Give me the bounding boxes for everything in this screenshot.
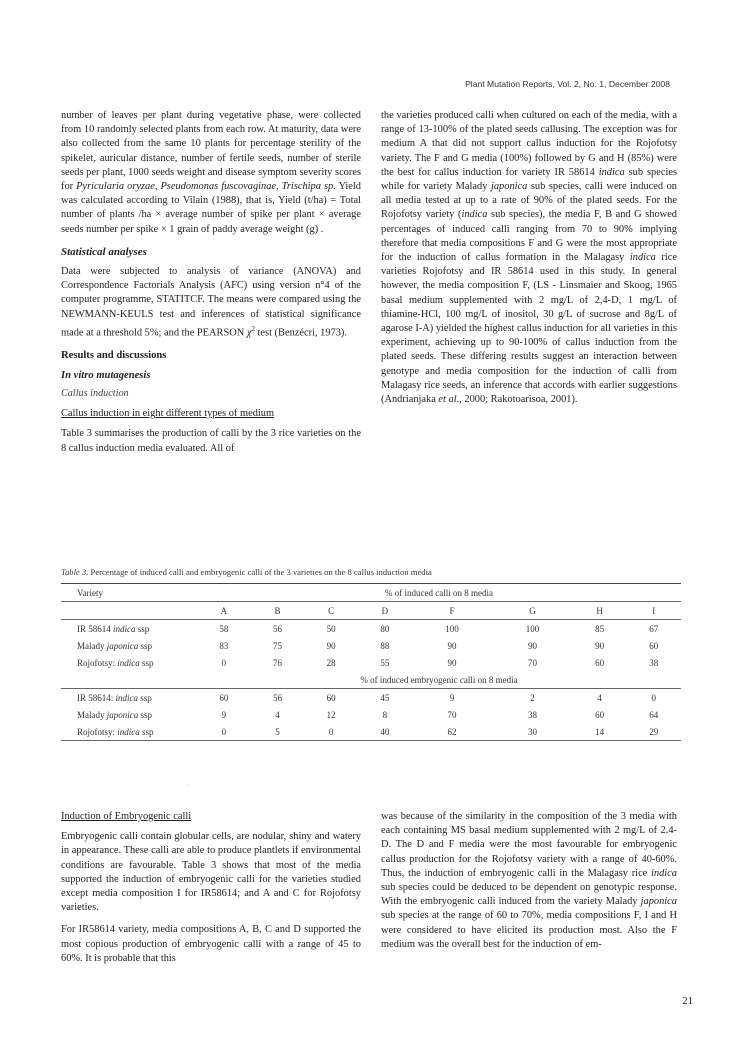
- value-cell: 29: [627, 723, 681, 741]
- table-row: [61, 620, 681, 638]
- value-cell: 28: [326, 657, 336, 668]
- value-cell: 0: [651, 692, 656, 703]
- right-column-bottom: [381, 810, 677, 960]
- value-cell: 90: [447, 640, 457, 651]
- value-cell: 88: [380, 640, 390, 651]
- methods-paragraph: number of leaves per plant during vegetative phase, were collected from 10 randomly selected plants from each row. At maturity, data were also collected from the same 10 plants for percentage sterility of the spikelet, auricular distance, number of fertile seeds, number of sterile seeds per plant, 1000 seeds weight and disease symptom severity scores for Pyricularia oryzae, Pseudomonas fuscovaginae, Trischipa sp. Yield was calculated according to Vilain (1988), that is, Yield (t/ha) = Total number of plants /ha × average number of spike per plant × average seeds number per spike × 1 grain of paddy average weight (g) .: [61, 110, 361, 235]
- in-vitro-heading: In vitro mutagenesis: [61, 369, 151, 381]
- value-cell: 90: [326, 640, 336, 651]
- value-cell: 70: [528, 657, 538, 668]
- value-cell: 90: [447, 657, 457, 668]
- value-cell: 4: [597, 692, 602, 703]
- value-cell: 62: [412, 723, 493, 741]
- callus-subheading: Callus induction in eight different types of medium: [61, 408, 275, 420]
- variety-cell: Rojofotsy: indica ssp: [61, 723, 197, 741]
- value-cell: 9: [449, 692, 455, 703]
- value-cell: 60: [219, 692, 229, 703]
- value-cell: 38: [649, 657, 659, 668]
- value-cell: 90: [528, 640, 538, 651]
- embryogenic-span-row: [61, 671, 681, 689]
- scan-mark: ·: [186, 781, 189, 790]
- value-cell: 55: [380, 657, 390, 668]
- value-cell: 60: [326, 692, 336, 703]
- media-header: F: [412, 602, 493, 620]
- value-cell: 100: [525, 623, 540, 634]
- variety-cell: Malady japonica ssp: [77, 640, 153, 651]
- embryogenic-results-paragraph: was because of the similarity in the composition of the 3 media with each containing MS basal medium supplemented with 2 mg/L of 2.4-D. The D and F media were the most favourable for embryogenic callus production for the Rojofotsy variety with a range of 40-60%. Thus, the induction of embryogenic calli in the Malagasy rice indica sub species could be deduced to be dependent on genotypic response. With the embryogenic calli induced from the variety Malady japonica sub species at the range of 60 to 70%, media compositions F, I and H were considered to have elicited its production most. Also the F medium was the overall best for the induction of em-: [381, 811, 677, 950]
- value-cell: 85: [595, 623, 605, 634]
- variety-cell: Malady japonica ssp: [77, 709, 153, 720]
- media-header-row: [61, 602, 681, 620]
- value-cell: 100: [445, 623, 459, 634]
- induced-span-header: % of induced calli on 8 media: [197, 584, 681, 602]
- value-cell: 8: [382, 709, 388, 720]
- value-cell: 40: [358, 723, 412, 741]
- table-row: [61, 706, 681, 723]
- callus-induction-heading: Callus induction: [61, 387, 129, 399]
- table-header-row: [61, 584, 681, 602]
- value-cell: 75: [273, 640, 282, 651]
- table-row: [61, 637, 681, 654]
- value-cell: 14: [573, 723, 627, 741]
- value-cell: 12: [326, 709, 336, 720]
- media-header: I: [627, 602, 681, 620]
- embryogenic-paragraph-1: Embryogenic calli contain globular cells, are nodular, shiny and watery in appearance. These calli are able to produce plantlets if environmental conditions are favourable. Table 3 shows that most of the media supported the induction of embryogenic calli for the varieties studied except media composition I for IR58614; and A and C for Rojofotsy varieties.: [61, 831, 361, 914]
- running-header: Plant Mutation Reports, Vol. 2, No. 1, December 2008: [465, 79, 670, 89]
- embryogenic-paragraph-2: For IR58614 variety, media compositions A, B, C and D supported the most copious production of embryogenic calli with a range of 45 to 60%. It is probable that this: [61, 924, 361, 964]
- callus-results-paragraph: the varieties produced calli when cultured on each of the media, with a range of 13-100% of the plated seeds callusing. The exception was for medium A that did not support callus induction for the Rojofotsy variety. The F and G media (100%) followed by G and H (85%) were the best for callus induction for variety IR 58614 indica sub species while for variety Malady japonica sub species, calli were induced on all media tested at up to a rate of 90% of the plated seeds. For the Rojofotsy variety (indica sub species), the media F, B and G showed percentages of induced calli ranging from 70 to 90% implying therefore that media compositions F and G were the most appropriate for the induction of callus formation in the Malagasy indica rice varieties Rojofotsy and IR 58614 used in this study. In general however, the media composition F, (LS - Linsmaier and Skoog, 1965 basal medium supplemented with 2 mg/L of 2,4-D, 1 mg/L of thiamine-HCl, 100 mg/L of inositol, 30 g/L of sucrose and 8g/L of agarose I-A) yielded the highest callus induction for all varieties in this experiment, achieving up to 90-100% of callus induction from the plated seeds. These differing results suggest an interaction between genotype and media composition for the induction of calli from Malagasy rice seeds, an inference that accords with earlier suggestions (Andrianjaka et al., 2000; Rakotoarisoa, 2001).: [381, 110, 677, 406]
- left-column-top: [61, 109, 361, 464]
- value-cell: 70: [447, 709, 457, 720]
- value-cell: 90: [595, 640, 605, 651]
- value-cell: 64: [649, 709, 659, 720]
- value-cell: 60: [649, 640, 659, 651]
- value-cell: 2: [530, 692, 535, 703]
- value-cell: 5: [251, 723, 305, 741]
- page-number: 21: [682, 996, 693, 1007]
- media-header: H: [573, 602, 627, 620]
- embryogenic-heading: Induction of Embryogenic calli: [61, 811, 192, 822]
- value-cell: 50: [326, 623, 336, 634]
- media-header: G: [492, 602, 573, 620]
- value-cell: 0: [221, 657, 227, 668]
- table-row: [61, 689, 681, 707]
- variety-cell: IR 58614: indica ssp: [77, 692, 152, 703]
- embryogenic-span-header: % of induced embryogenic calli on 8 media: [197, 671, 681, 689]
- statistical-analyses-heading: Statistical analyses: [61, 245, 147, 258]
- table-row: [61, 723, 681, 741]
- media-header: C: [304, 602, 358, 620]
- table-caption: Table 3. Percentage of induced calli and embryogenic calli of the 3 varieties on the 8 callus induction media: [61, 567, 432, 577]
- callus-paragraph: Table 3 summarises the production of calli by the 3 rice varieties on the 8 callus induction media evaluated. All of: [61, 428, 361, 454]
- media-header: A: [197, 602, 251, 620]
- value-cell: 60: [595, 709, 605, 720]
- right-column-top: [381, 109, 677, 415]
- media-header: D: [358, 602, 412, 620]
- variety-cell: IR 58614 indica ssp: [77, 623, 150, 634]
- value-cell: 67: [649, 623, 659, 634]
- variety-header: Variety: [61, 584, 197, 602]
- value-cell: 0: [304, 723, 358, 741]
- value-cell: 0: [197, 723, 251, 741]
- value-cell: 30: [492, 723, 573, 741]
- statistics-paragraph: Data were subjected to analysis of variance (ANOVA) and Correspondence Factorials Analysis (AFC) using version n°4 of the computer programme, STATITCF. The means were compared using the NEWMANN-KEULS test and inferences of statistical significance made at a threshold 5%; and the PEARSON $\chi^2$ test (Benzécri, 1973).: [61, 266, 361, 339]
- value-cell: 76: [273, 657, 282, 668]
- value-cell: 9: [221, 709, 227, 720]
- value-cell: 83: [219, 640, 229, 651]
- media-header: B: [251, 602, 305, 620]
- left-column-bottom: [61, 810, 361, 974]
- value-cell: 56: [273, 692, 282, 703]
- value-cell: 60: [595, 657, 605, 668]
- table-row: [61, 654, 681, 671]
- results-heading: Results and discussions: [61, 349, 167, 361]
- value-cell: 80: [380, 623, 390, 634]
- value-cell: 56: [273, 623, 282, 634]
- variety-cell: Rojofotsy: indica ssp: [77, 657, 154, 668]
- value-cell: 38: [528, 709, 538, 720]
- value-cell: 4: [275, 709, 280, 720]
- callus-table: [61, 583, 681, 741]
- value-cell: 58: [219, 623, 229, 634]
- value-cell: 45: [380, 692, 390, 703]
